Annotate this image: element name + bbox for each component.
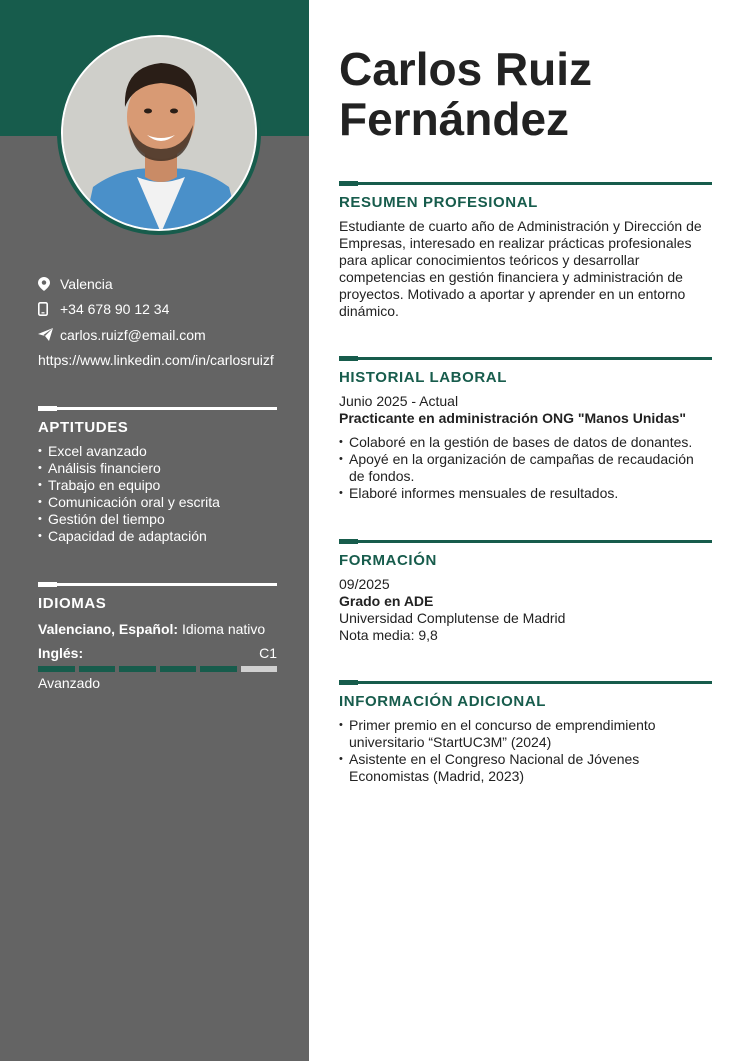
- list-item: • Elaboré informes mensuales de resultados.: [339, 485, 712, 502]
- work-divider: [339, 357, 712, 360]
- education-degree: Grado en ADE: [339, 593, 434, 609]
- native-languages-label: Valenciano, Español:: [38, 621, 179, 637]
- english-description: Avanzado: [38, 675, 101, 691]
- languages-section: [38, 583, 277, 691]
- name-second-line: Fernández: [339, 93, 570, 145]
- native-languages-value: Idioma nativo: [181, 621, 266, 637]
- education-title: FORMACIÓN: [339, 552, 437, 569]
- english-label: Inglés:: [38, 645, 84, 661]
- level-bar-segment: [79, 666, 116, 672]
- level-bar-segment: [38, 666, 75, 672]
- work-duties: [339, 434, 712, 502]
- list-item: • Colaboré en la gestión de bases de datos de donantes.: [339, 434, 712, 451]
- work-section: [339, 357, 712, 502]
- contact-city: [38, 271, 288, 297]
- sidebar: [0, 0, 309, 1061]
- list-item: • Excel avanzado: [38, 443, 277, 460]
- additional-title: INFORMACIÓN ADICIONAL: [339, 693, 547, 710]
- education-grade: Nota media: 9,8: [339, 627, 438, 643]
- summary-divider: [339, 182, 712, 185]
- summary-text: Estudiante de cuarto año de Administración y Dirección de Empresas, interesado en realizar prácticas profesionales para aplicar conocimientos teóricos y desarrollar competencias en gestión financiera y administración de proyectos. Motivado a aportar y aprender en un entorno dinámico.: [339, 218, 702, 319]
- english-level: C1: [259, 645, 277, 661]
- skills-divider: [38, 407, 277, 410]
- candidate-name: [339, 44, 592, 144]
- education-date: 09/2025: [339, 576, 390, 592]
- native-languages: [38, 621, 277, 637]
- contact-email: [38, 322, 288, 348]
- list-item: • Trabajo en equipo: [38, 477, 277, 494]
- education-divider: [339, 540, 712, 543]
- english-level-bars: [38, 666, 277, 672]
- location-pin-icon: [38, 277, 60, 291]
- level-bar-segment: [241, 666, 278, 672]
- additional-section: [339, 681, 712, 785]
- profile-photo: [61, 35, 257, 231]
- summary-section: [339, 182, 712, 320]
- work-title: HISTORIAL LABORAL: [339, 369, 507, 386]
- list-item: • Gestión del tiempo: [38, 511, 277, 528]
- additional-list: [339, 717, 712, 785]
- list-item: • Primer premio en el concurso de emprendimiento universitario “StartUC3M” (2024): [339, 717, 712, 751]
- work-period: Junio 2025 - Actual: [339, 393, 459, 409]
- profile-photo-frame: [57, 31, 261, 235]
- skills-title: APTITUDES: [38, 419, 129, 436]
- send-icon: [38, 328, 60, 341]
- phone-text: +34 678 90 12 34: [60, 301, 170, 318]
- languages-title: IDIOMAS: [38, 595, 107, 612]
- skills-list: [38, 443, 277, 545]
- contact-info: [38, 271, 288, 368]
- skills-section: [38, 407, 277, 545]
- list-item: • Comunicación oral y escrita: [38, 494, 277, 511]
- summary-title: RESUMEN PROFESIONAL: [339, 194, 538, 211]
- list-item: • Capacidad de adaptación: [38, 528, 277, 545]
- contact-phone: [38, 297, 288, 323]
- languages-divider: [38, 583, 277, 586]
- phone-icon: [38, 302, 60, 316]
- level-bar-segment: [200, 666, 237, 672]
- level-bar-segment: [119, 666, 156, 672]
- city-text: Valencia: [60, 275, 113, 292]
- level-bar-segment: [160, 666, 197, 672]
- education-section: [339, 540, 712, 644]
- email-link[interactable]: carlos.ruizf@email.com: [60, 326, 206, 343]
- education-school: Universidad Complutense de Madrid: [339, 610, 566, 626]
- work-role: Practicante en administración ONG "Manos Unidas": [339, 410, 687, 426]
- english-level-row: [38, 645, 277, 661]
- list-item: • Análisis financiero: [38, 460, 277, 477]
- linkedin-link[interactable]: https://www.linkedin.com/in/carlosruizf: [38, 351, 274, 368]
- list-item: • Apoyé en la organización de campañas de recaudación de fondos.: [339, 451, 712, 485]
- list-item: • Asistente en el Congreso Nacional de Jóvenes Economistas (Madrid, 2023): [339, 751, 712, 785]
- additional-divider: [339, 681, 712, 684]
- name-first-line: Carlos Ruiz: [339, 43, 593, 95]
